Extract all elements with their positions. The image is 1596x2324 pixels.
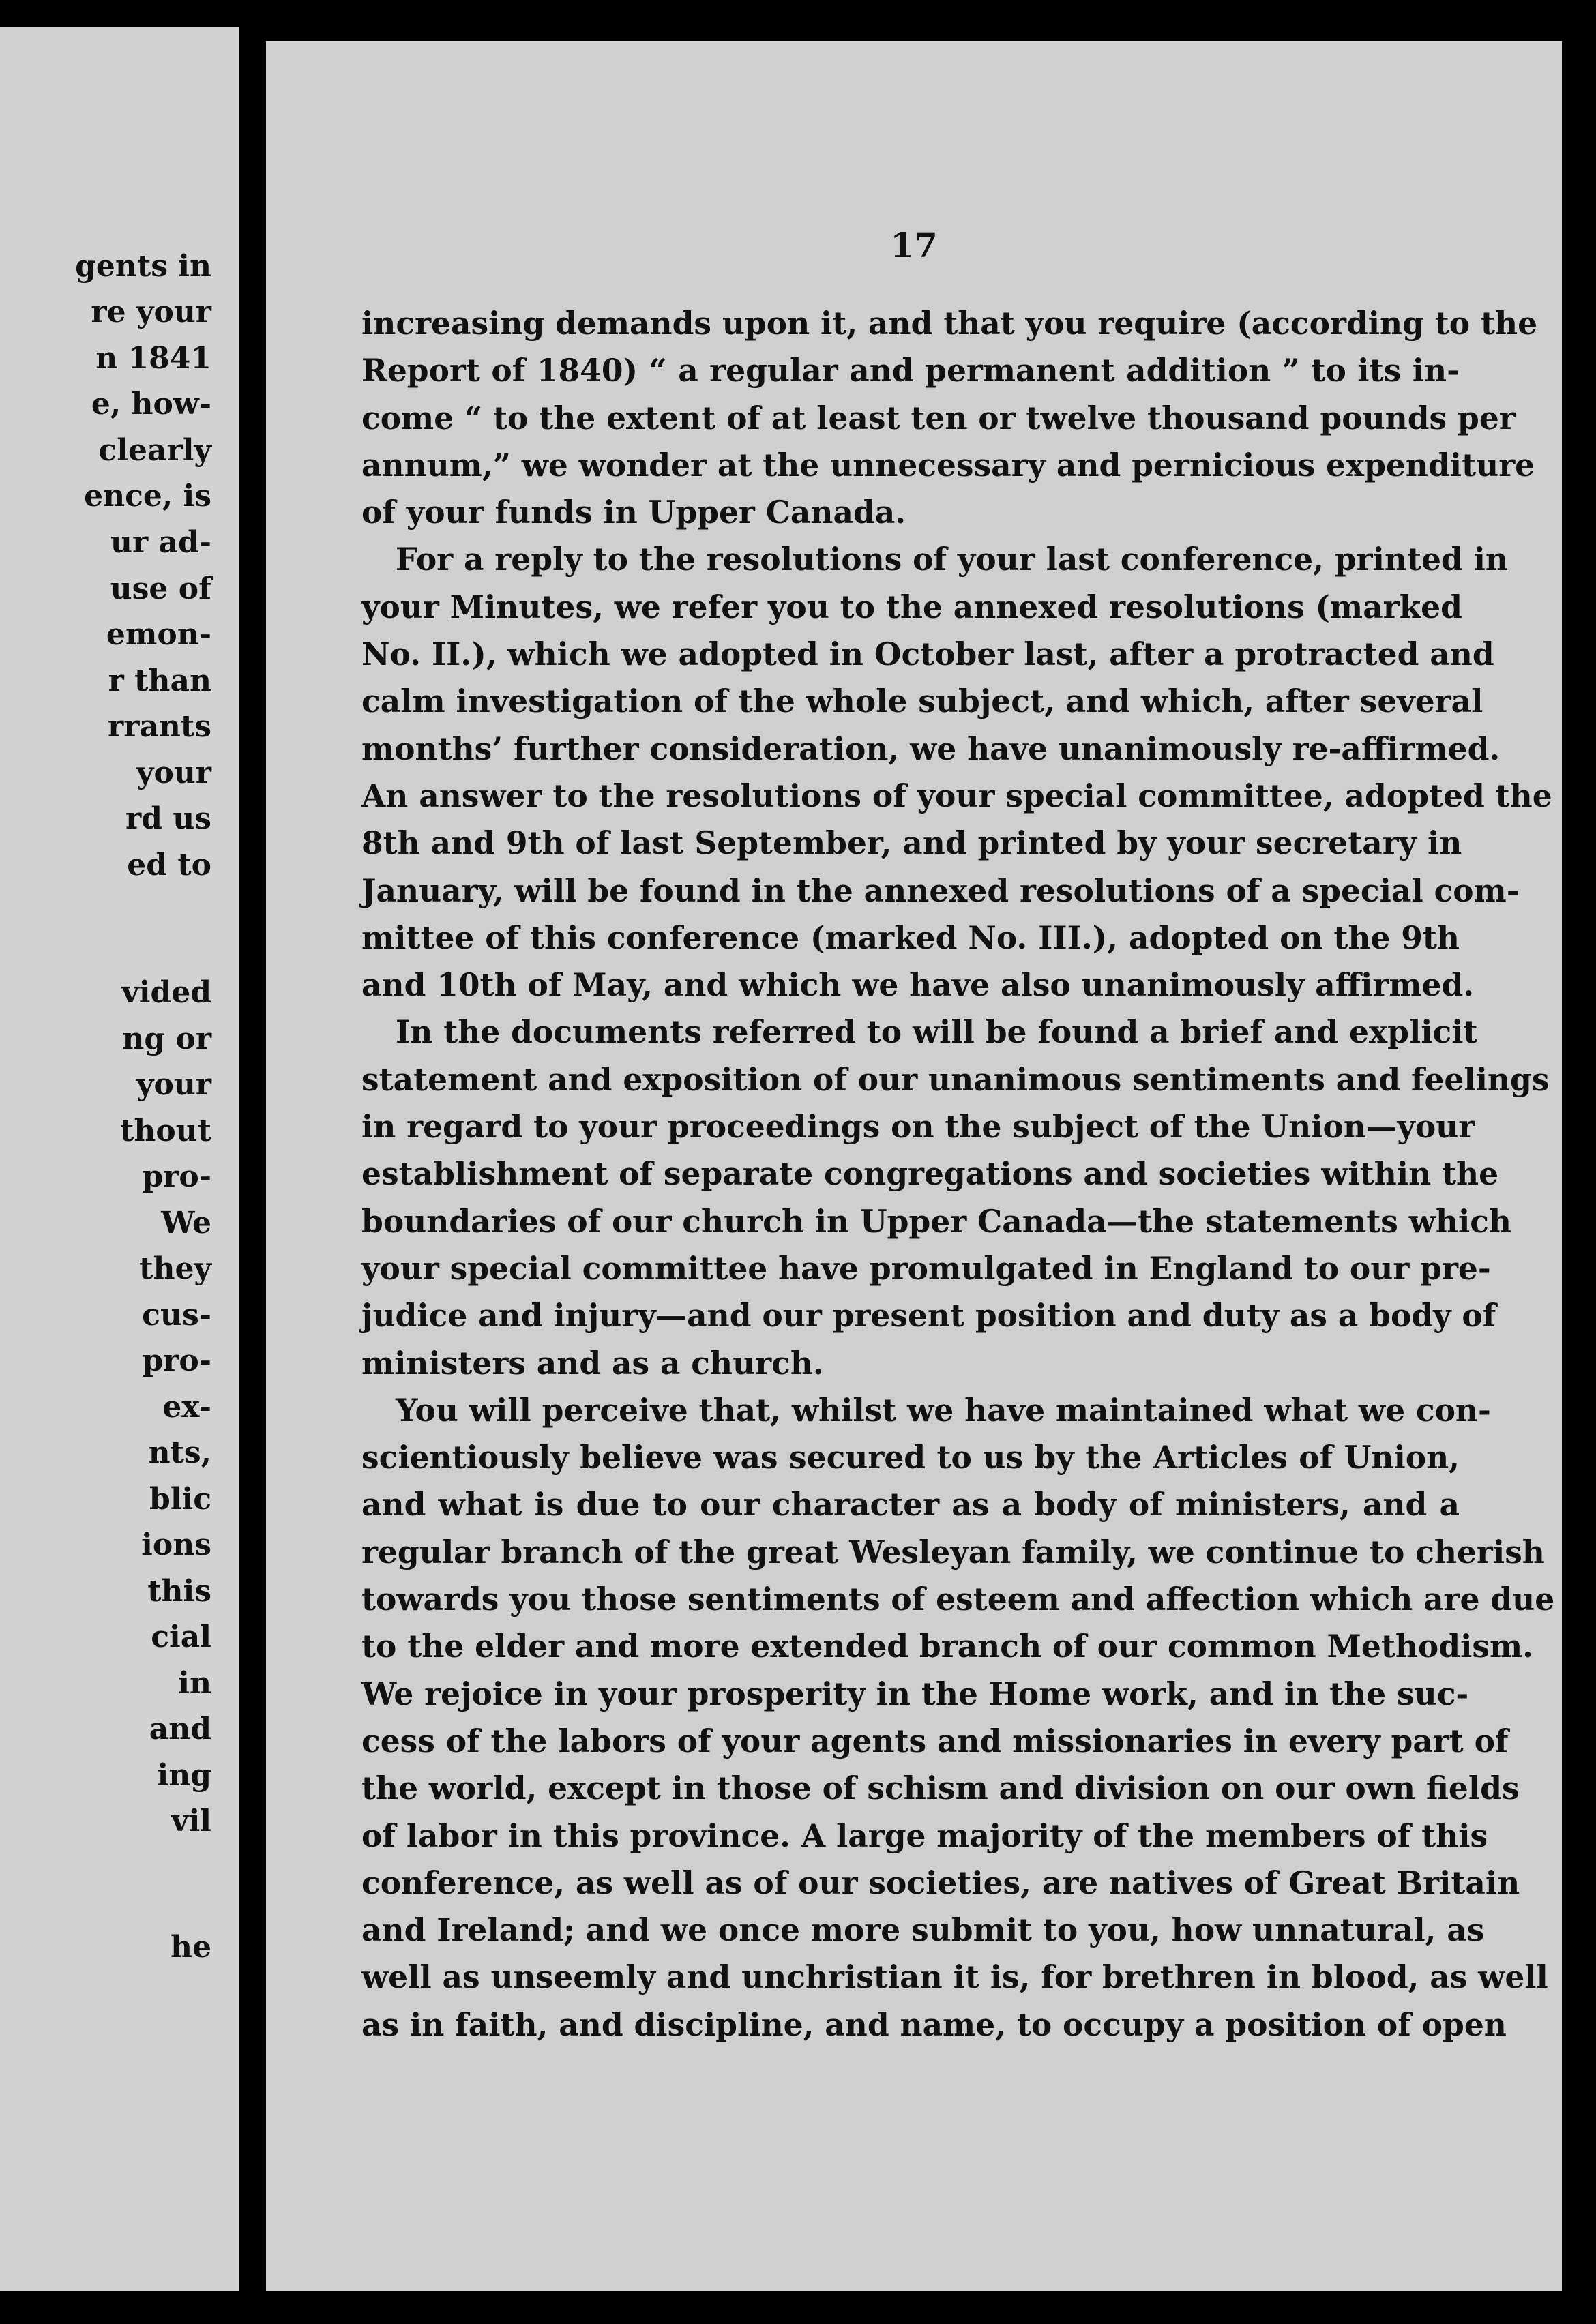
text-line: come “ to the extent of at least ten or twelve thousand pounds per	[361, 399, 1516, 436]
left-page-fragment: ur ad-	[110, 525, 211, 560]
text-line: months’ further consideration, we have unanimously re-affirmed.	[361, 730, 1501, 767]
left-page-fragment: gents in	[75, 249, 211, 284]
left-page-fragment: vil	[171, 1804, 211, 1838]
text-line: We rejoice in your prosperity in the Home work, and in the suc-	[361, 1675, 1469, 1712]
page-body	[361, 300, 1555, 2049]
left-page-fragment: pro-	[142, 1159, 211, 1194]
left-page-fragment: they	[139, 1251, 211, 1286]
text-line: calm investigation of the whole subject, and which, after several	[361, 683, 1483, 720]
left-page-fragment: ed to	[127, 848, 211, 882]
text-line: In the documents referred to will be found a brief and explicit	[396, 1013, 1478, 1051]
left-page-fragment: vided	[121, 975, 211, 1010]
text-line: statement and exposition of our unanimous sentiments and feelings	[361, 1060, 1550, 1098]
text-line: For a reply to the resolutions of your last conference, printed in	[396, 541, 1508, 578]
text-line: regular branch of the great Wesleyan family, we continue to cherish	[361, 1533, 1545, 1570]
text-line: and 10th of May, and which we have also unanimously affirmed.	[361, 966, 1475, 1004]
text-line: your Minutes, we refer you to the annexed resolutions (marked	[361, 588, 1462, 625]
text-line: and Ireland; and we once more submit to you, how unnatural, as	[361, 1911, 1485, 1949]
text-line: your special committee have promulgated in England to our pre-	[361, 1249, 1491, 1287]
left-page-fragment: ex-	[162, 1390, 211, 1425]
left-page-fragment: in	[178, 1666, 211, 1701]
text-line: to the elder and more extended branch of our common Methodism.	[361, 1628, 1533, 1665]
left-page-fragment: blic	[149, 1482, 211, 1517]
text-line: Report of 1840) “ a regular and permanent addition ” to its in-	[361, 352, 1460, 389]
left-page-fragment: ions	[141, 1528, 211, 1562]
text-line: of your funds in Upper Canada.	[361, 494, 906, 531]
left-page-fragment: he	[171, 1930, 211, 1965]
left-page-fragment: ence, is	[84, 479, 211, 513]
text-line: 8th and 9th of last September, and printed by your secretary in	[361, 824, 1462, 862]
text-line: January, will be found in the annexed resolutions of a special com-	[361, 872, 1520, 909]
page-number: 17	[890, 225, 938, 265]
left-page-fragment: your	[136, 756, 211, 790]
left-page-fragment: ing	[157, 1758, 211, 1793]
left-page-fragment: rrants	[108, 709, 211, 744]
left-page-edge	[0, 27, 239, 2291]
text-line: An answer to the resolutions of your special committee, adopted the	[361, 777, 1552, 814]
text-line: the world, except in those of schism and division on our own fields	[361, 1770, 1520, 1807]
left-page-fragment: cus-	[142, 1298, 211, 1332]
text-line: annum,” we wonder at the unnecessary and pernicious expenditure	[361, 446, 1535, 483]
text-line: cess of the labors of your agents and missionaries in every part of	[361, 1722, 1509, 1759]
text-line: No. II.), which we adopted in October last, after a protracted and	[361, 636, 1494, 673]
left-page-fragment: rd us	[125, 801, 211, 836]
text-line: conference, as well as of our societies, are natives of Great Britain	[361, 1864, 1520, 1901]
text-line: establishment of separate congregations and societies within the	[361, 1155, 1499, 1193]
left-page-fragment: thout	[120, 1114, 211, 1148]
left-page-fragment: re your	[91, 295, 211, 329]
text-line: boundaries of our church in Upper Canada—the statements which	[361, 1202, 1512, 1240]
paragraph	[361, 300, 1538, 536]
left-page-fragment: cial	[151, 1620, 211, 1654]
left-page-fragment: and	[149, 1712, 211, 1746]
paragraph	[361, 1387, 1555, 2049]
text-line: You will perceive that, whilst we have maintained what we con-	[396, 1391, 1491, 1429]
left-page-fragment: your	[136, 1067, 211, 1102]
paragraph	[361, 1009, 1550, 1386]
book-page	[266, 41, 1562, 2291]
left-page-fragment: clearly	[98, 433, 211, 468]
text-line: judice and injury—and our present position and duty as a body of	[361, 1297, 1496, 1335]
left-page-fragment: We	[161, 1206, 211, 1240]
left-page-fragment: emon-	[106, 617, 211, 652]
left-page-fragment: ng or	[122, 1022, 211, 1056]
book-gutter	[239, 0, 266, 2324]
left-page-fragment: use of	[110, 571, 211, 606]
left-page-fragment: e, how-	[91, 387, 211, 421]
left-page-fragment: nts,	[148, 1435, 211, 1470]
text-line: towards you those sentiments of esteem and affection which are due	[361, 1581, 1555, 1618]
left-page-fragment: r than	[108, 664, 211, 698]
text-line: increasing demands upon it, and that you require (according to the	[361, 305, 1538, 342]
text-line: and what is due to our character as a body of ministers, and a	[361, 1486, 1460, 1523]
text-line: of labor in this province. A large majority of the members of this	[361, 1817, 1488, 1854]
left-page-fragment: this	[147, 1574, 211, 1609]
left-page-fragment: n 1841	[95, 341, 211, 376]
paragraph	[361, 536, 1552, 1009]
text-line: scientiously believe was secured to us by the Articles of Union,	[361, 1439, 1460, 1476]
text-line: as in faith, and discipline, and name, to occupy a position of open	[361, 2006, 1507, 2043]
left-page-fragment: pro-	[142, 1343, 211, 1378]
text-line: mittee of this conference (marked No. III.), adopted on the 9th	[361, 919, 1460, 956]
text-line: well as unseemly and unchristian it is, for brethren in blood, as well	[361, 1958, 1548, 1996]
text-line: in regard to your proceedings on the subject of the Union—your	[361, 1108, 1475, 1146]
text-line: ministers and as a church.	[361, 1344, 824, 1382]
